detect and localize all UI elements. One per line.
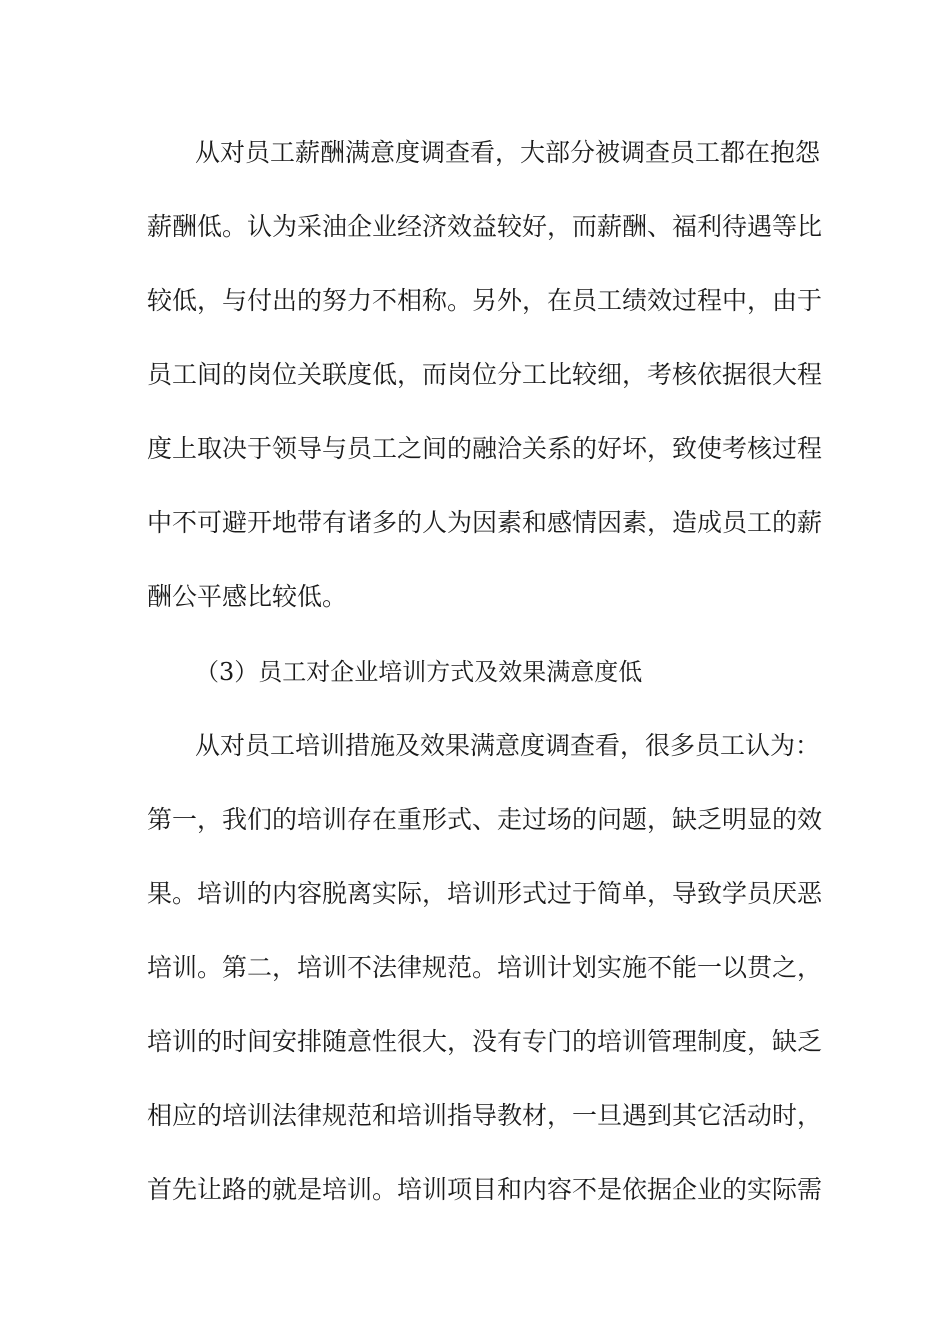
paragraph-1-line-5: 度上取决于领导与员工之间的融洽关系的好坏，致使考核过程 bbox=[147, 434, 823, 463]
paragraph-2-line-1: 从对员工培训措施及效果满意度调查看，很多员工认为： bbox=[195, 731, 821, 760]
section-heading: （3）员工对企业培训方式及效果满意度低 bbox=[195, 658, 643, 686]
paragraph-2-line-4: 培训。第二，培训不法律规范。培训计划实施不能一以贯之， bbox=[147, 953, 823, 982]
paragraph-1-line-4: 员工间的岗位关联度低，而岗位分工比较细，考核依据很大程 bbox=[147, 360, 823, 389]
paragraph-2-line-5: 培训的时间安排随意性很大，没有专门的培训管理制度，缺乏 bbox=[147, 1027, 823, 1056]
paragraph-1-line-2: 薪酬低。认为采油企业经济效益较好，而薪酬、福利待遇等比 bbox=[147, 212, 823, 241]
paragraph-2-line-7: 首先让路的就是培训。培训项目和内容不是依据企业的实际需 bbox=[147, 1175, 823, 1204]
paragraph-1-line-3: 较低，与付出的努力不相称。另外，在员工绩效过程中，由于 bbox=[147, 286, 823, 315]
paragraph-1-line-7: 酬公平感比较低。 bbox=[147, 582, 348, 611]
paragraph-1-line-6: 中不可避开地带有诸多的人为因素和感情因素，造成员工的薪 bbox=[147, 508, 823, 537]
paragraph-2-line-6: 相应的培训法律规范和培训指导教材，一旦遇到其它活动时， bbox=[147, 1101, 823, 1130]
paragraph-2-line-2: 第一，我们的培训存在重形式、走过场的问题，缺乏明显的效 bbox=[147, 805, 823, 834]
paragraph-1-line-1: 从对员工薪酬满意度调查看，大部分被调查员工都在抱怨 bbox=[195, 138, 821, 167]
paragraph-2-line-3: 果。培训的内容脱离实际，培训形式过于简单，导致学员厌恶 bbox=[147, 879, 823, 908]
